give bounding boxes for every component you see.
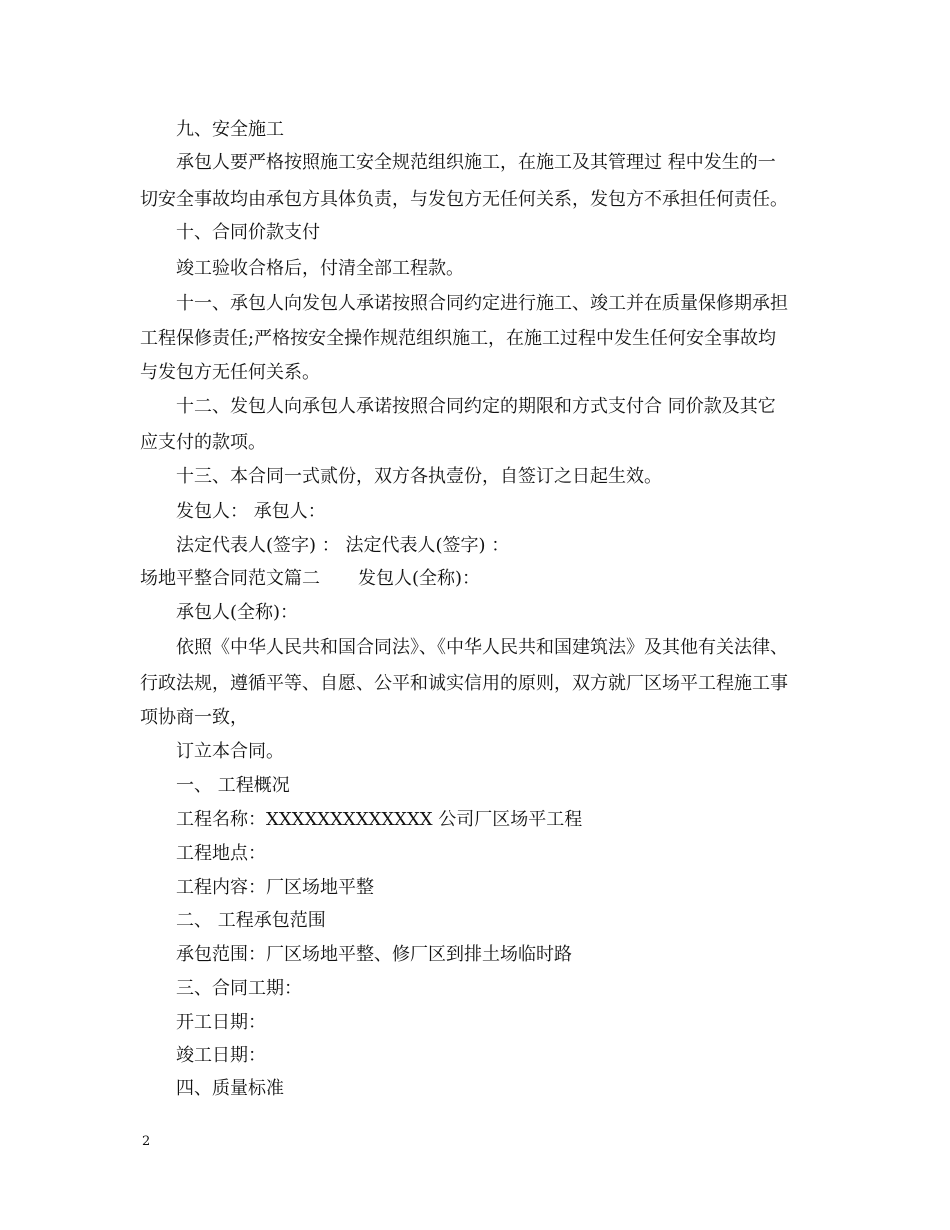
section-4-heading: 四、质量标准 — [176, 1078, 284, 1099]
section-10-heading: 十、合同价款支付 — [176, 222, 320, 243]
signature-line: 发包人： 承包人： — [176, 501, 326, 522]
paragraph-line: 与发包方无任何关系。 — [140, 362, 320, 383]
section-1-heading: 一、 工程概况 — [176, 775, 290, 796]
paragraph-line: 十二、发包人向承包人承诺按照合同约定的期限和方式支付合 同价款及其它 — [176, 396, 776, 417]
start-date-line: 开工日期： — [176, 1012, 266, 1033]
project-name-line: 工程名称：XXXXXXXXXXXXX 公司厂区场平工程 — [176, 809, 583, 830]
paragraph-line: 订立本合同。 — [176, 741, 284, 762]
signature-line: 法定代表人(签字) ： 法定代表人(签字) ： — [176, 535, 510, 556]
paragraph-line: 应支付的款项。 — [140, 432, 266, 453]
document-title: 场地平整合同范文篇二 — [140, 568, 320, 589]
section-2-heading: 二、 工程承包范围 — [176, 910, 326, 931]
employer-full-name-label: 发包人(全称)： — [358, 568, 481, 589]
section-3-heading: 三、合同工期： — [176, 978, 302, 999]
project-location-line: 工程地点： — [176, 843, 266, 864]
paragraph-line: 承包人要严格按照施工安全规范组织施工，在施工及其管理过 程中发生的一 — [176, 152, 776, 173]
paragraph-line: 切安全事故均由承包方具体负责，与发包方无任何关系，发包方不承担任何责任。 — [140, 189, 788, 210]
scope-line: 承包范围：厂区场地平整、修厂区到排土场临时路 — [176, 944, 572, 965]
paragraph-line: 工程保修责任;严格按安全操作规范组织施工，在施工过程中发生任何安全事故均 — [140, 328, 777, 349]
paragraph-line: 项协商一致， — [140, 707, 248, 728]
project-content-line: 工程内容：厂区场地平整 — [176, 877, 374, 898]
paragraph-line: 竣工验收合格后，付清全部工程款。 — [176, 258, 464, 279]
paragraph-line: 十三、本合同一式贰份，双方各执壹份，自签订之日起生效。 — [176, 466, 662, 487]
paragraph-line: 十一、承包人向发包人承诺按照合同约定进行施工、竣工并在质量保修期承担 — [176, 293, 788, 314]
completion-date-line: 竣工日期： — [176, 1045, 266, 1066]
page-number: 2 — [142, 1134, 151, 1149]
paragraph-line: 行政法规，遵循平等、自愿、公平和诚实信用的原则，双方就厂区场平工程施工事 — [140, 673, 788, 694]
section-9-heading: 九、安全施工 — [176, 119, 284, 140]
contractor-full-name-label: 承包人(全称)： — [176, 602, 299, 623]
paragraph-line: 依照《中华人民共和国合同法》、《中华人民共和国建筑法》及其他有关法律、 — [176, 637, 788, 658]
title-line — [140, 567, 820, 591]
